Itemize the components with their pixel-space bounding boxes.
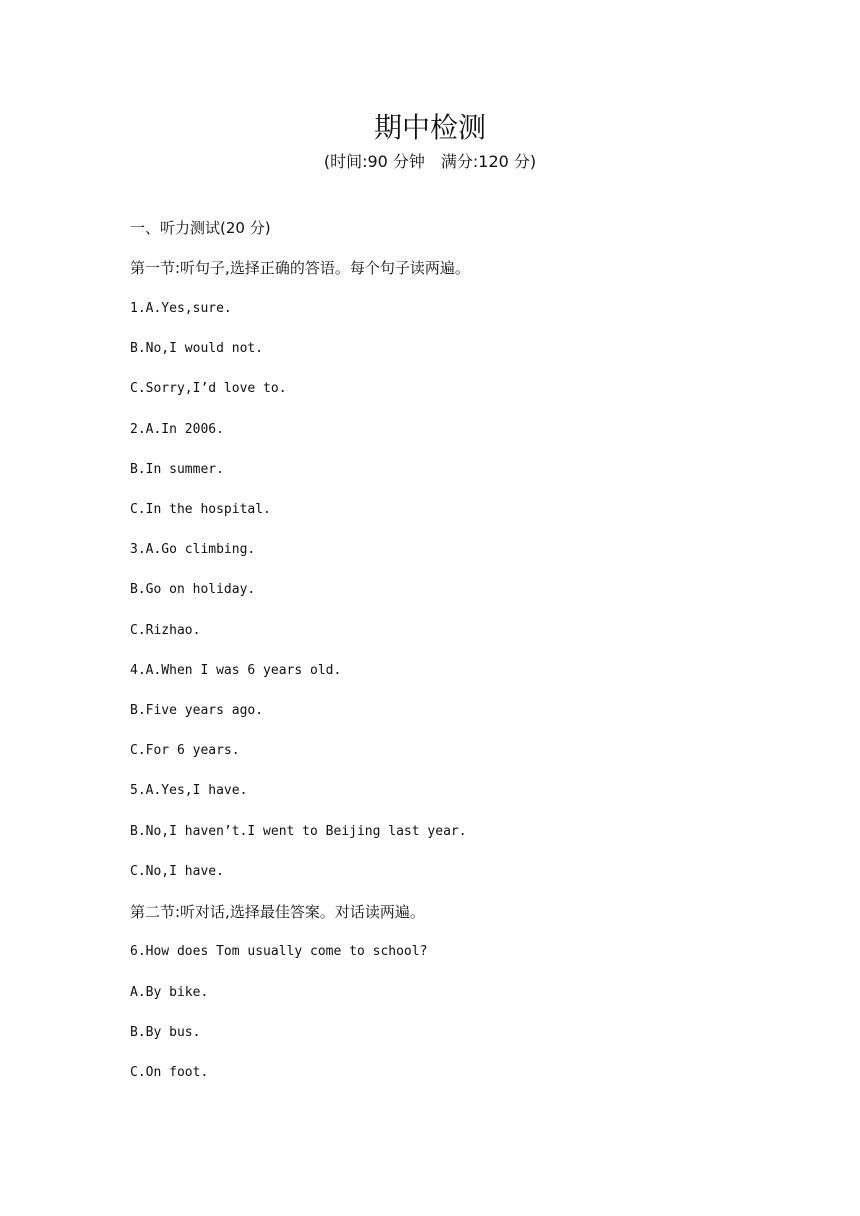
- q6-option-c: C.On foot.: [130, 1065, 209, 1080]
- q6-question: 6.How does Tom usually come to school?: [130, 944, 428, 959]
- q3-option-c: C.Rizhao.: [130, 623, 201, 638]
- q2-option-c: C.In the hospital.: [130, 502, 271, 517]
- part-heading-listening: 一、听力测试(20 分): [130, 219, 271, 237]
- q4-option-c: C.For 6 years.: [130, 743, 240, 758]
- q1-option-b: B.No,I would not.: [130, 341, 264, 356]
- q1-option-c: C.Sorry,I’d love to.: [130, 381, 287, 396]
- page-title: 期中检测: [373, 111, 486, 144]
- exam-time-and-score: (时间:90 分钟 满分:120 分): [323, 152, 537, 171]
- q3-option-b: B.Go on holiday.: [130, 582, 256, 597]
- q5-option-c: C.No,I have.: [130, 864, 224, 879]
- q6-option-b: B.By bus.: [130, 1025, 201, 1040]
- section2-instruction: 第二节:听对话,选择最佳答案。对话读两遍。: [130, 903, 425, 921]
- q4-option-b: B.Five years ago.: [130, 703, 264, 718]
- q4-option-a: 4.A.When I was 6 years old.: [130, 663, 342, 678]
- q6-option-a: A.By bike.: [130, 985, 209, 1000]
- q1-option-a: 1.A.Yes,sure.: [130, 301, 232, 316]
- q5-option-a: 5.A.Yes,I have.: [130, 783, 248, 798]
- q3-option-a: 3.A.Go climbing.: [130, 542, 256, 557]
- q2-option-a: 2.A.In 2006.: [130, 422, 224, 437]
- q2-option-b: B.In summer.: [130, 462, 224, 477]
- section1-instruction: 第一节:听句子,选择正确的答语。每个句子读两遍。: [130, 259, 470, 277]
- q5-option-b: B.No,I haven’t.I went to Beijing last year.: [130, 824, 467, 839]
